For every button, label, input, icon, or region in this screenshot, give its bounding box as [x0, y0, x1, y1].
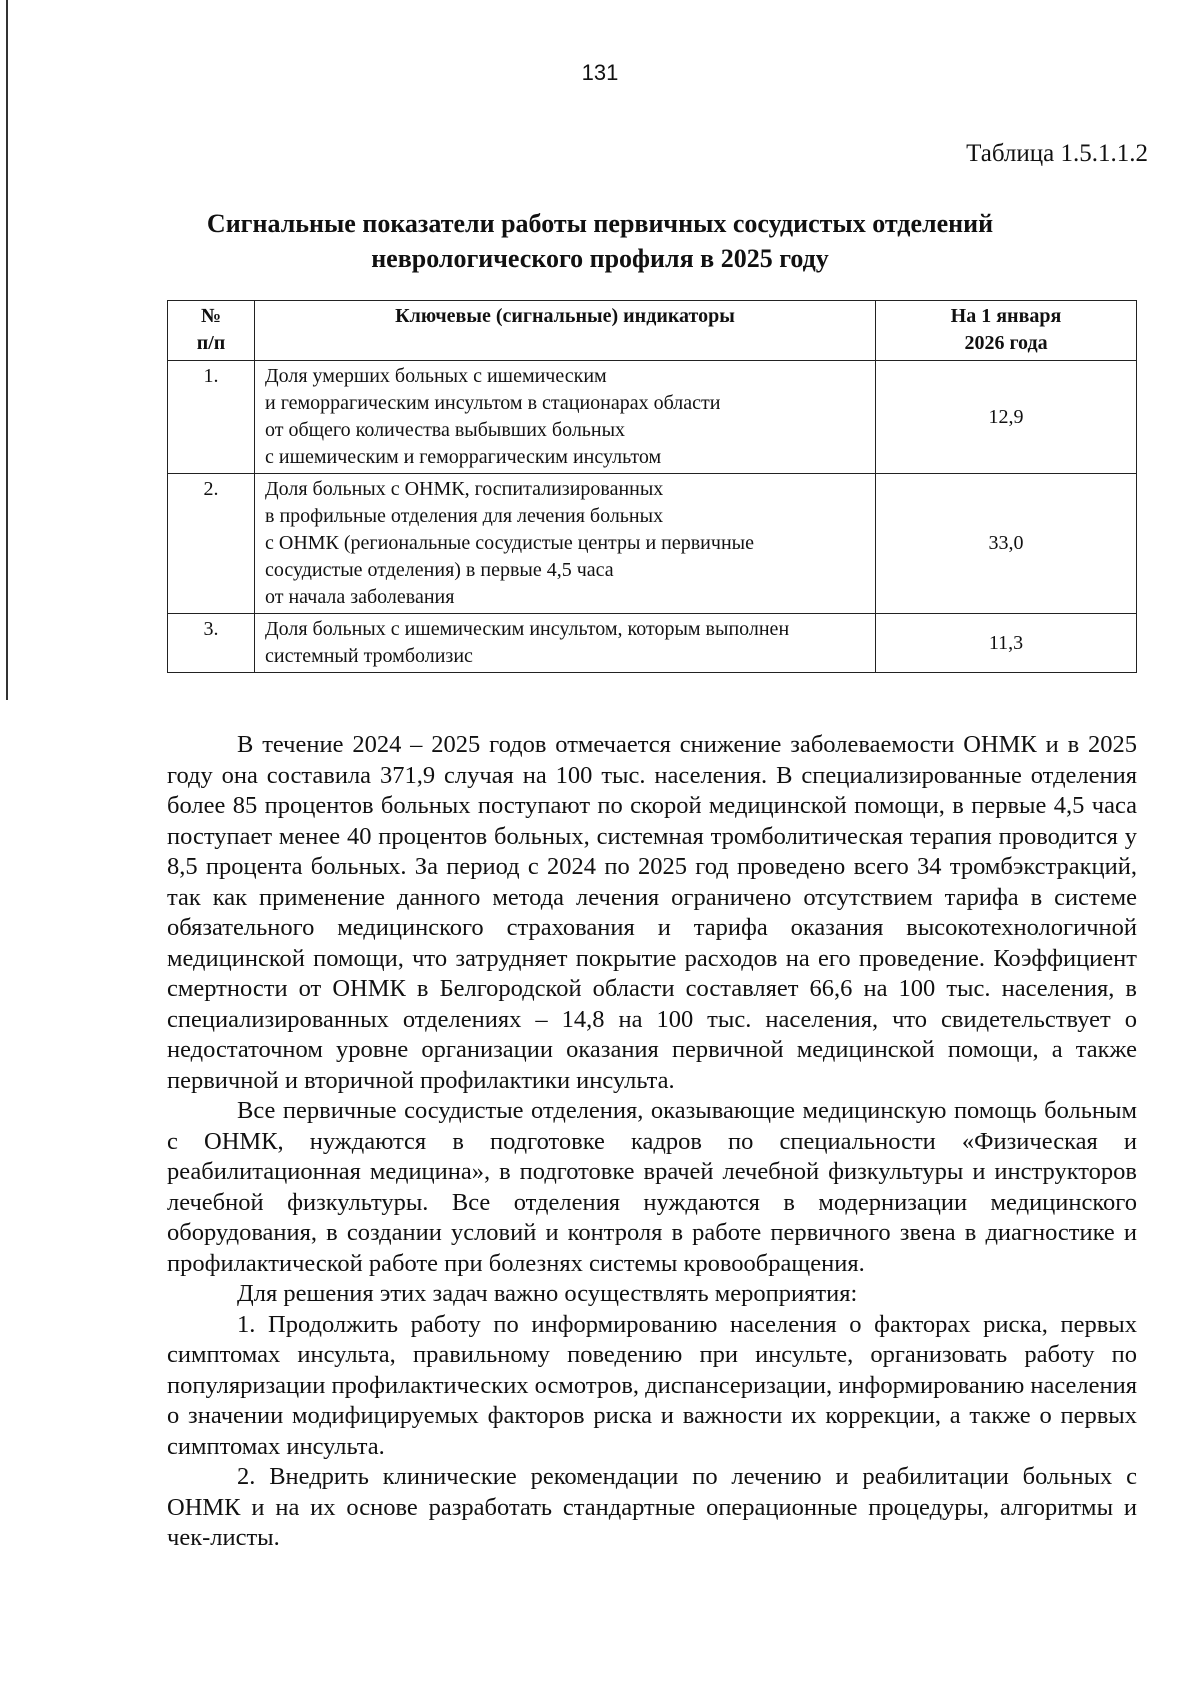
indicator-line: с ишемическим и геморрагическим инсультом [265, 446, 662, 468]
indicator-line: Доля умерших больных с ишемическим [265, 365, 607, 387]
table-header-row [168, 301, 1137, 361]
indicator-line: системный тромболизис [265, 645, 473, 667]
body-text [167, 730, 1137, 1554]
indicator-line: и геморрагическим инсультом в стационарах области [265, 392, 721, 414]
title-line-1: Сигнальные показатели работы первичных сосудистых отделений [206, 209, 994, 238]
scan-margin-line [6, 0, 8, 700]
indicator-line: от начала заболевания [265, 586, 455, 608]
body-paragraph: 2. Внедрить клинические рекомендации по лечению и реабилитации больных с ОНМК и на их основе разработать стандартные операционные процедуры, алгоритмы и чек-листы. [167, 1463, 1137, 1551]
title-line-2: неврологического профиля в 2025 году [371, 244, 829, 273]
row-number: 1. [168, 361, 255, 474]
row-indicator [255, 474, 876, 614]
header-number-line-2: п/п [196, 332, 226, 354]
page-number: 131 [581, 60, 619, 85]
table-row [168, 474, 1137, 614]
body-paragraph: 1. Продолжить работу по информированию населения о факторах риска, первых симптомах инсульта, правильному поведению при инсульте, организовать работу по популяризации профилактических осмотров, диспансеризации, информированию населения о значении модифицируемых факторов риска и важности их коррекции, а также о первых симптомах инсульта. [167, 1310, 1137, 1460]
table-body [168, 361, 1137, 673]
table-label: Таблица 1.5.1.1.2 [966, 140, 1148, 167]
body-paragraph: Для решения этих задач важно осуществлять мероприятия: [237, 1280, 858, 1307]
row-indicator [255, 614, 876, 673]
body-paragraph: В течение 2024 – 2025 годов отмечается снижение заболеваемости ОНМК и в 2025 году она составила 371,9 случая на 100 тыс. населения. В специализированные отделения более 85 процентов больных поступают по скорой медицинской помощи, в первые 4,5 часа поступает менее 40 процентов больных, системная тромболитическая терапия проводится у 8,5 процента больных. За период с 2024 по 2025 год проведено всего 34 тромбэкстракций, так как применение данного метода лечения ограничено отсутствием тарифа в системе обязательного медицинского страхования и тарифа оказания высокотехнологичной медицинской помощи, что затрудняет покрытие расходов на его проведение. Коэффициент смертности от ОНМК в Белгородской области составляет 66,6 на 100 тыс. населения, в специализированных отделениях – 14,8 на 100 тыс. населения, что свидетельствует о недостаточном уровне организации оказания первичной медицинской помощи, а также первичной и вторичной профилактики инсульта. [167, 731, 1137, 1094]
row-indicator [255, 361, 876, 474]
row-value: 33,0 [876, 474, 1137, 614]
header-value-line-2: 2026 года [964, 332, 1048, 354]
row-value: 11,3 [876, 614, 1137, 673]
row-value: 12,9 [876, 361, 1137, 474]
indicator-line: Доля больных с ишемическим инсультом, которым выполнен [265, 618, 790, 640]
document-title [120, 206, 1080, 276]
header-value-line-1: На 1 января [950, 305, 1062, 327]
table-row [168, 614, 1137, 673]
header-number-line-1: № [200, 305, 222, 327]
table-row [168, 361, 1137, 474]
indicators-table [167, 300, 1137, 673]
row-number: 3. [168, 614, 255, 673]
header-indicator: Ключевые (сигнальные) индикаторы [255, 301, 876, 361]
header-number [168, 301, 255, 361]
indicator-line: с ОНМК (региональные сосудистые центры и первичные [265, 532, 754, 554]
indicator-line: Доля больных с ОНМК, госпитализированных [265, 478, 664, 500]
indicator-line: сосудистые отделения) в первые 4,5 часа [265, 559, 614, 581]
indicator-line: от общего количества выбывших больных [265, 419, 626, 441]
row-number: 2. [168, 474, 255, 614]
header-value [876, 301, 1137, 361]
body-paragraph: Все первичные сосудистые отделения, оказывающие медицинскую помощь больным с ОНМК, нуждаются в подготовке кадров по специальности «Физическая и реабилитационная медицина», в подготовке врачей лечебной физкультуры и инструкторов лечебной физкультуры. Все отделения нуждаются в модернизации медицинского оборудования, в создании условий и контроля в работе первичного звена в диагностике и профилактической работе при болезнях системы кровообращения. [167, 1097, 1137, 1277]
indicator-line: в профильные отделения для лечения больных [265, 505, 664, 527]
